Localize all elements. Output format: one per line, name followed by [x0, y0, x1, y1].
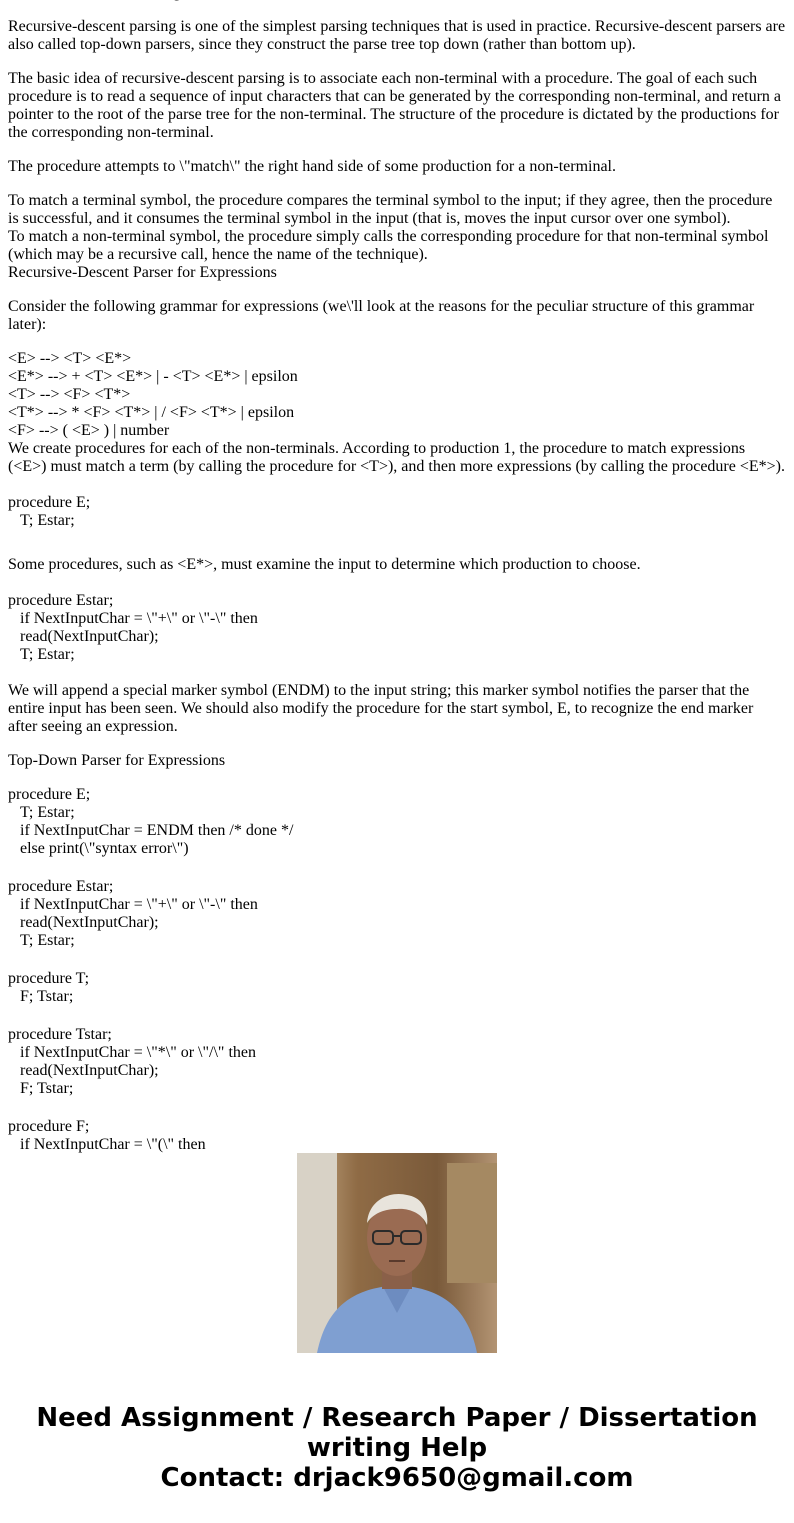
code-line: F; Tstar; — [20, 988, 74, 1005]
paragraph-basic-idea: The basic idea of recursive-descent parsing is to associate each non-terminal with a procedure. The goal of each such procedure is to read a sequence of input characters that can be generated by the corresponding non-terminal, and return a pointer to the root of the parse tree for the non-terminal. The structure of the procedure is dictated by the productions for the corresponding non-terminal. — [8, 70, 781, 141]
code-line: procedure Estar; — [8, 878, 114, 895]
grammar-line: <T> --> <F> <T*> — [8, 386, 131, 403]
code-block-procedure-tstar — [8, 1026, 786, 1098]
code-line: procedure Estar; — [8, 592, 114, 609]
code-block-procedure-e — [8, 494, 786, 536]
code-line: procedure Tstar; — [8, 1026, 112, 1043]
code-line: procedure E; — [8, 494, 91, 511]
code-line: read(NextInputChar); — [20, 1062, 159, 1079]
code-line: T; Estar; — [20, 804, 75, 821]
code-block-procedure-estar — [8, 592, 786, 664]
code-line: T; Estar; — [20, 646, 75, 663]
grammar-line: <E> --> <T> <E*> — [8, 350, 132, 367]
code-line: read(NextInputChar); — [20, 914, 159, 931]
promo-contact: Contact: drjack9650@gmail.com — [160, 1463, 634, 1493]
paragraph-examine-input: Some procedures, such as <E*>, must examine the input to determine which production to choose. — [8, 556, 641, 573]
paragraph-terminal: To match a terminal symbol, the procedure compares the terminal symbol to the input; if they agree, then the procedure is successful, and it consumes the terminal symbol in the input (that is, moves the input cursor over one symbol). — [8, 192, 773, 227]
code-line: else print(\"syntax error\") — [20, 840, 189, 857]
code-block-procedure-e-full — [8, 786, 786, 858]
grammar-line: <F> --> ( <E> ) | number — [8, 422, 170, 439]
code-line: T; Estar; — [20, 932, 75, 949]
promo-line-2: writing Help — [306, 1433, 488, 1463]
author-portrait-image — [297, 1153, 497, 1353]
code-line: F; Tstar; — [20, 1080, 74, 1097]
grammar-line: <T*> --> * <F> <T*> | / <F> <T*> | epsilon — [8, 404, 295, 421]
paragraph-nonterminal: To match a non-terminal symbol, the procedure simply calls the corresponding procedure for that non-terminal symbol (which may be a recursive call, hence the name of the technique). — [8, 228, 769, 263]
code-block-procedure-t — [8, 970, 786, 1006]
code-line: if NextInputChar = \"*\" or \"/\" then — [20, 1044, 256, 1061]
heading-top-down-parser: Top-Down Parser for Expressions — [8, 752, 226, 769]
code-block-procedure-estar-full — [8, 878, 786, 950]
code-line: read(NextInputChar); — [20, 628, 159, 645]
code-line: if NextInputChar = \"(\" then — [20, 1136, 206, 1153]
paragraph-end-marker: We will append a special marker symbol (ENDM) to the input string; this marker symbol notifies the parser that the entire input has been seen. We should also modify the procedure for the start symbol, E, to recognize the end marker after seeing an expression. — [8, 682, 754, 735]
code-line: if NextInputChar = ENDM then /* done */ — [20, 822, 294, 839]
code-line: procedure E; — [8, 786, 91, 803]
code-line: procedure T; — [8, 970, 90, 987]
grammar-line: <E*> --> + <T> <E*> | - <T> <E*> | epsilon — [8, 368, 298, 385]
promo-banner — [0, 1403, 794, 1493]
partial-heading — [8, 0, 786, 2]
author-avatar — [297, 1153, 497, 1353]
paragraph-match: The procedure attempts to \"match\" the right hand side of some production for a non-terminal. — [8, 158, 616, 175]
code-line: if NextInputChar = \"+\" or \"-\" then — [20, 896, 258, 913]
promo-line-1: Need Assignment / Research Paper / Dissertation — [36, 1403, 758, 1433]
paragraph-intro: Recursive-descent parsing is one of the simplest parsing techniques that is used in practice. Recursive-descent parsers are also called top-down parsers, since they construct the parse tree top down (rather than bottom up). — [8, 18, 786, 53]
article-content — [8, 0, 786, 1153]
heading-recursive-descent-parser: Recursive-Descent Parser for Expressions — [8, 264, 277, 281]
grammar-block — [8, 350, 786, 440]
code-line: if NextInputChar = \"+\" or \"-\" then — [20, 610, 258, 627]
code-block-procedure-f — [8, 1118, 786, 1154]
code-line: T; Estar; — [20, 512, 75, 529]
paragraph-grammar-intro: Consider the following grammar for expressions (we\'ll look at the reasons for the peculiar structure of this grammar later): — [8, 298, 755, 333]
paragraph-create-procedures: We create procedures for each of the non-terminals. According to production 1, the procedure to match expressions (<E>) must match a term (by calling the procedure for <T>), and then more expressions (by calling the procedure <E*>). — [8, 440, 785, 475]
code-line: procedure F; — [8, 1118, 90, 1135]
